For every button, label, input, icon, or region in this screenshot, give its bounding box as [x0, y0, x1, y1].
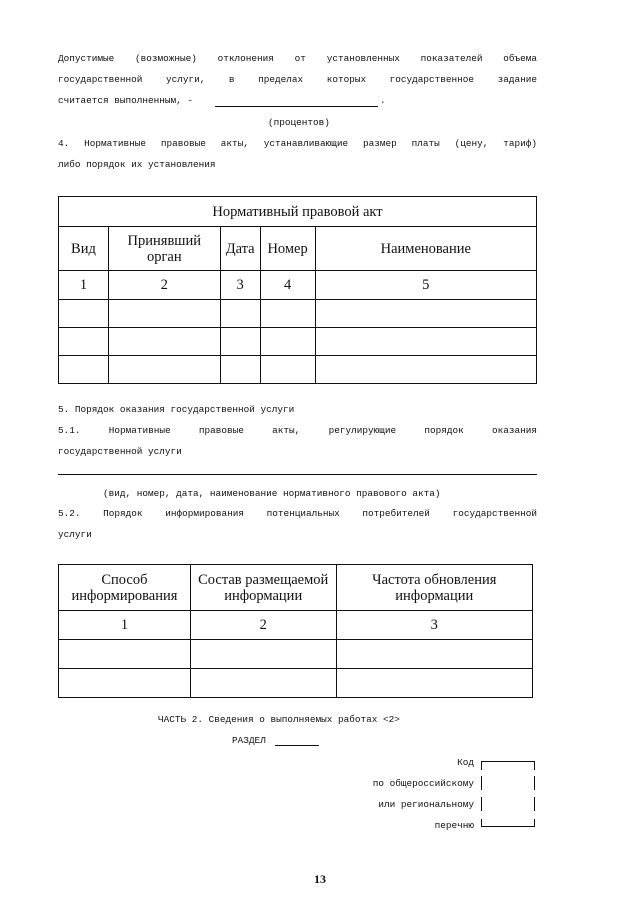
table2-colnum: 2: [190, 611, 336, 640]
act-caption: (вид, номер, дата, наименование нормативного правового акта): [103, 488, 441, 499]
deviation-line-1: Допустимые (возможные) отклонения от установленных показателей объема: [58, 53, 537, 64]
deviation-line-3-text: считается выполненным, -: [58, 95, 194, 106]
deviation-line-2: государственной услуги, в пределах которых государственное задание: [58, 74, 537, 85]
table1-empty-row: [59, 328, 537, 356]
table2-colnum: 1: [59, 611, 191, 640]
table1-empty-row: [59, 300, 537, 328]
section51-line-2: государственной услуги: [58, 446, 182, 457]
section5-heading: 5. Порядок оказания государственной услуги: [58, 404, 295, 415]
table1-header-number: Номер: [260, 227, 315, 271]
razdel-label: РАЗДЕЛ: [232, 735, 266, 746]
table1-title: Нормативный правовой акт: [59, 197, 537, 227]
percent-blank-line: [215, 106, 378, 107]
code-box-side: [481, 797, 535, 811]
table1-header-date: Дата: [220, 227, 260, 271]
deviation-line-3-end: .: [380, 95, 386, 106]
code-box-bottom: [481, 819, 535, 827]
code-box-top: [481, 761, 535, 770]
table2-empty-row: [59, 640, 533, 669]
table1-colnum: 1: [59, 271, 109, 300]
table1-colnum: 4: [260, 271, 315, 300]
normative-act-table: [58, 196, 537, 384]
section52-line-1: 5.2. Порядок информирования потенциальных потребителей государственной: [58, 508, 537, 519]
code-line-list: перечню: [434, 820, 474, 831]
code-box-side: [481, 776, 535, 790]
section52-line-2: услуги: [58, 529, 92, 540]
table1-header-organ: Принявший орган: [108, 227, 220, 271]
section4-line-1: 4. Нормативные правовые акты, устанавливающие размер платы (цену, тариф): [58, 138, 537, 149]
section4-line-2: либо порядок их установления: [58, 159, 216, 170]
table2-header-frequency: Частота обновления информации: [336, 565, 532, 611]
act-blank-line: [58, 474, 537, 475]
table1-header-vid: Вид: [59, 227, 109, 271]
informing-table: [58, 564, 533, 698]
code-label: Код: [457, 757, 474, 768]
code-line-regional: или региональному: [378, 799, 474, 810]
table1-empty-row: [59, 356, 537, 384]
table2-header-method: Способ информирования: [59, 565, 191, 611]
table2-colnum: 3: [336, 611, 532, 640]
razdel-blank-line: [275, 745, 319, 746]
code-line-all-russian: по общероссийскому: [372, 778, 474, 789]
section51-line-1: 5.1. Нормативные правовые акты, регулирующие порядок оказания: [58, 425, 537, 436]
table1-colnum: 5: [315, 271, 536, 300]
table1-colnum: 3: [220, 271, 260, 300]
page-number: 13: [314, 872, 326, 886]
deviation-line-3: [58, 90, 193, 111]
table1-colnum: 2: [108, 271, 220, 300]
table1-header-name: Наименование: [315, 227, 536, 271]
table2-empty-row: [59, 669, 533, 698]
percent-caption: (процентов): [268, 117, 330, 128]
table2-header-content: Состав размещаемой информации: [190, 565, 336, 611]
part2-title: ЧАСТЬ 2. Сведения о выполняемых работах <2>: [158, 714, 400, 725]
